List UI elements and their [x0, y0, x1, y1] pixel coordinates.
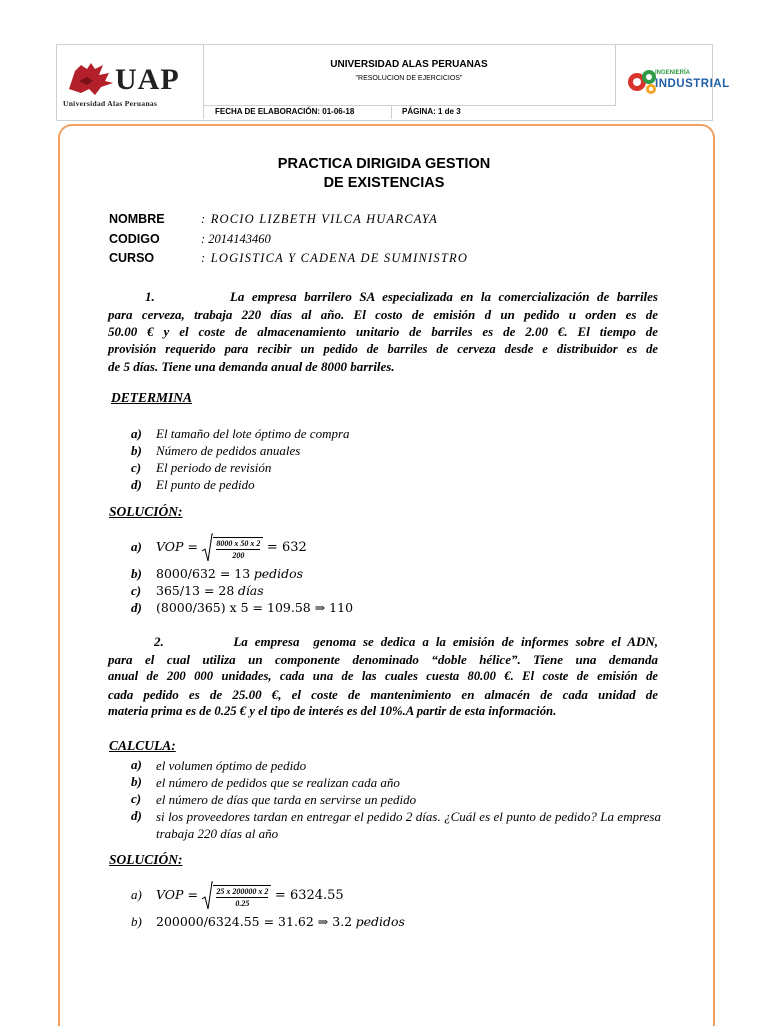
fraction-denominator: 200 [232, 550, 245, 560]
problem1-line: 1. La empresa barrilero SA especializada en la comercialización de barriles [145, 289, 658, 304]
item-letter: c) [131, 460, 142, 475]
problem1-line: provisión requerido para recibir un pedido de barriles de cerveza desde e distribuidor es de [108, 341, 658, 356]
uap-logo-subtitle: Universidad Alas Peruanas [63, 99, 158, 108]
solution2-b: b) 200000/6324.55 = 31.62 ⇒ 3.2 pedidos [131, 914, 405, 929]
industrial-logo [615, 45, 730, 119]
fraction-numerator: 8000 x 50 x 2 [216, 538, 261, 548]
university-name: UNIVERSIDAD ALAS PERUANAS [330, 59, 488, 70]
item-letter: c) [131, 791, 142, 806]
list-item [131, 443, 300, 459]
industrial-logo-text: INDUSTRIAL [655, 78, 730, 90]
item-text: si los proveedores tardan en entregar el pedido 2 días. ¿Cuál es el punto de pedido? La empresa trabaja 220 días al año [156, 809, 661, 841]
item-letter: d) [131, 477, 142, 492]
document-title-line1: PRACTICA DIRIGIDA GESTION [277, 156, 491, 172]
solution1-c: c) 365/13 = 28 días [131, 583, 264, 598]
item-text: el volumen óptimo de pedido [156, 758, 307, 773]
sqrt-icon [201, 881, 213, 911]
problem1-line: para cerveza, trabaja 220 días al año. El costo de emisión d un pedido u orden es de [108, 306, 658, 322]
item-letter: b) [131, 774, 142, 789]
fraction-denominator: 0.25 [235, 898, 250, 908]
solution1-b: b) 8000/632 = 13 pedidos [131, 566, 304, 581]
problem2-line: cada pedido es de 25.00 €, el coste de mantenimiento en almacén de cada unidad de [108, 686, 658, 702]
item-letter: d) [131, 808, 142, 823]
problem2-line: anual de 200 000 unidades, cada una de las cuales cuesta 80.00 €. El coste de emisión de [108, 669, 658, 683]
item-letter: b) [131, 443, 142, 458]
solution1-d: d) (8000/365) x 5 = 109.58 ⇒ 110 [131, 600, 354, 615]
problem1-statement [108, 288, 658, 376]
sqrt-fraction [201, 881, 271, 911]
problem1-line: 50.00 € y el coste de almacenamiento unitario de barriles es de 2.00 €. El tiempo de [108, 324, 658, 339]
problem2-line: para el cual utiliza un componente denominado “doble hélice”. Tiene una demanda [108, 651, 658, 667]
item-letter: a) [131, 426, 142, 441]
uap-logo [57, 45, 204, 119]
item-text: El periodo de revisión [156, 460, 272, 475]
header-subtitle: "RESOLUCION DE EJERCICIOS" [355, 75, 463, 82]
solution1-a: a) VOP = $\frac{8000 x 50 x 2}{200}$ = 632 [131, 533, 307, 563]
problem2-statement [108, 633, 658, 721]
vop-result: = 632 [266, 540, 307, 556]
sqrt-icon [201, 533, 213, 563]
header-title-cell [203, 45, 616, 106]
sqrt-fraction [201, 533, 263, 563]
item-text: el número de pedidos que se realizan cada año [156, 775, 400, 790]
vop-result: = 6324.55 [274, 888, 344, 904]
item-text: El tamaño del lote óptimo de compra [156, 426, 350, 441]
header-meta-row [203, 105, 615, 119]
pagina-label: PÁGINA: 1 de 3 [391, 105, 461, 119]
list-item [131, 426, 350, 442]
document-header [56, 44, 730, 121]
solution2-a: a) VOP = $\frac{25 x 200000 x 2}{0.25}$ = 6324.55 [131, 881, 344, 911]
item-letter: a) [131, 757, 142, 772]
solucion2-heading: SOLUCIÓN: [109, 852, 183, 867]
curso-value: : LOGISTICA Y CADENA DE SUMINISTRO [201, 251, 469, 265]
vop-lhs: VOP = [156, 539, 198, 555]
list-item [131, 477, 255, 493]
list-item [131, 808, 661, 842]
fraction-numerator: 25 x 200000 x 2 [216, 886, 269, 896]
item-text: Número de pedidos anuales [156, 443, 301, 458]
list-item [131, 774, 661, 791]
document-title-line2: DE EXISTENCIAS [323, 175, 445, 191]
vop-lhs: VOP = [156, 887, 198, 903]
problem1-line: de 5 días. Tiene una demanda anual de 8000 barriles. [108, 359, 395, 374]
problem2-line: 2. La empresa genoma se dedica a la emisión de informes sobre el ADN, [154, 634, 658, 649]
uap-logo-text: UAP [115, 63, 180, 96]
list-item [131, 757, 661, 774]
determina-heading: DETERMINA [111, 390, 193, 405]
nombre-label: NOMBRE [109, 212, 165, 226]
problem2-line: materia prima es de 0.25 € y el tipo de interés es del 10%.A partir de esta información. [108, 704, 557, 718]
nombre-value: : ROCIO LIZBETH VILCA HUARCAYA [201, 212, 438, 226]
griffin-icon [65, 59, 117, 99]
codigo-value: : 2014143460 [201, 232, 271, 246]
list-item [131, 791, 661, 808]
calcula-heading: CALCULA: [109, 738, 176, 753]
codigo-label: CODIGO [109, 232, 160, 246]
item-text: El punto de pedido [156, 477, 255, 492]
solucion1-heading: SOLUCIÓN: [109, 504, 183, 519]
industrial-logo-small: INGENIERÍA [655, 70, 691, 76]
fecha-elaboracion: FECHA DE ELABORACIÓN: 01-06-18 [215, 107, 355, 116]
item-text: el número de días que tarda en servirse un pedido [156, 792, 417, 807]
curso-label: CURSO [109, 251, 155, 265]
list-item [131, 460, 271, 476]
